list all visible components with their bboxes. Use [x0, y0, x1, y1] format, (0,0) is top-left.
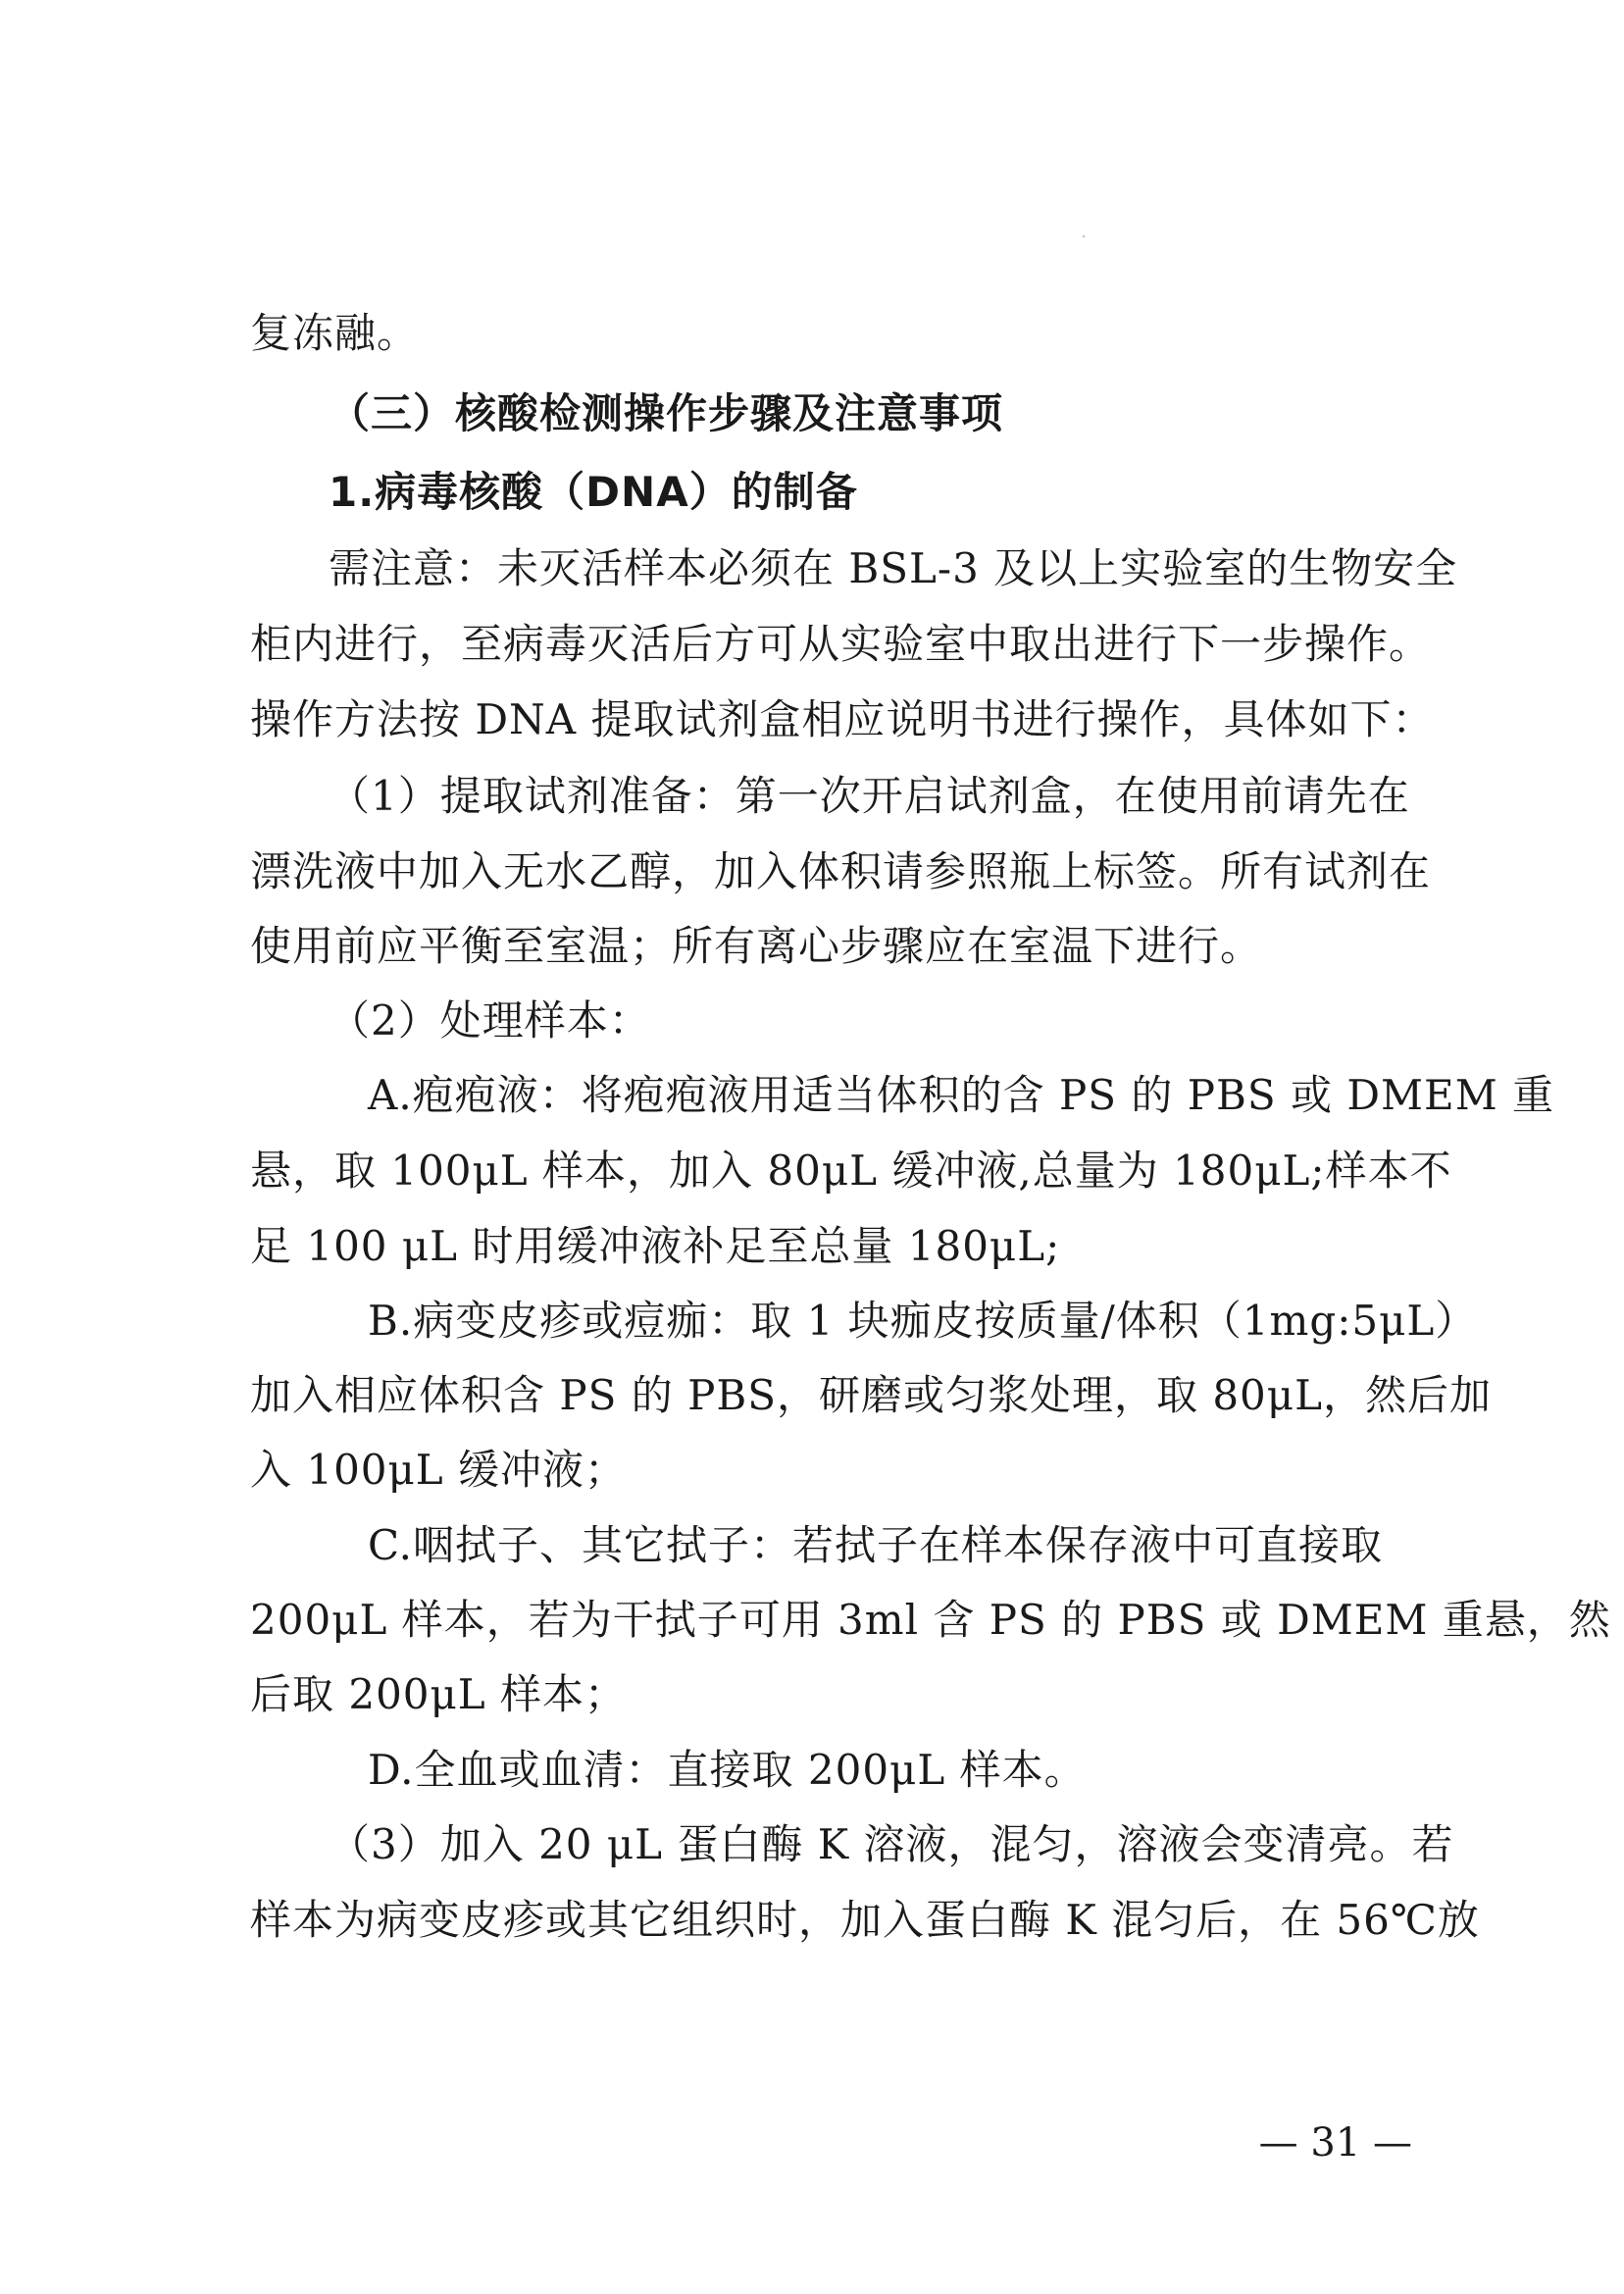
text-line: （3）加入 20 μL 蛋白酶 K 溶液，混匀，溶液会变清亮。若 [329, 1820, 1454, 1868]
text-line: （1）提取试剂准备：第一次开启试剂盒，在使用前请先在 [329, 772, 1410, 820]
text-line: 需注意：未灭活样本必须在 BSL-3 及以上实验室的生物安全 [329, 544, 1458, 592]
text-line: 使用前应平衡至室温；所有离心步骤应在室温下进行。 [250, 922, 1263, 970]
text-line: C.咽拭子、其它拭子：若拭子在样本保存液中可直接取 [368, 1521, 1383, 1569]
text-line: 操作方法按 DNA 提取试剂盒相应说明书进行操作，具体如下： [250, 695, 1435, 743]
text-line: 入 100μL 缓冲液； [250, 1446, 628, 1494]
text-line: A.疱疱液：将疱疱液用适当体积的含 PS 的 PBS 或 DMEM 重 [368, 1071, 1555, 1119]
text-line: 悬，取 100μL 样本，加入 80μL 缓冲液,总量为 180μL;样本不 [250, 1147, 1452, 1195]
text-line: 漂洗液中加入无水乙醇，加入体积请参照瓶上标签。所有试剂在 [250, 847, 1432, 895]
text-line: （2）处理样本： [329, 996, 651, 1045]
text-line: 柜内进行，至病毒灭活后方可从实验室中取出进行下一步操作。 [250, 620, 1432, 668]
text-line: D.全血或血清：直接取 200μL 样本。 [368, 1746, 1087, 1794]
text-line: 200μL 样本，若为干拭子可用 3ml 含 PS 的 PBS 或 DMEM 重悬，然 [250, 1596, 1611, 1644]
text-line: 样本为病变皮疹或其它组织时，加入蛋白酶 K 混匀后，在 56℃放 [250, 1896, 1480, 1944]
section-heading: （三）核酸检测操作步骤及注意事项 [329, 389, 1004, 437]
text-line: B.病变皮疹或痘痂：取 1 块痂皮按质量/体积（1mg:5μL） [368, 1297, 1478, 1345]
text-line: 后取 200μL 样本； [250, 1670, 628, 1718]
text-line: 加入相应体积含 PS 的 PBS，研磨或匀浆处理，取 80μL，然后加 [250, 1371, 1492, 1419]
subsection-heading: 1.病毒核酸（DNA）的制备 [329, 468, 858, 516]
text-line: 足 100 μL 时用缓冲液补足至总量 180μL; [250, 1222, 1061, 1270]
scan-speck [1083, 235, 1085, 237]
page-number: — 31 — [1258, 2120, 1412, 2166]
text-line: 复冻融。 [250, 309, 420, 357]
